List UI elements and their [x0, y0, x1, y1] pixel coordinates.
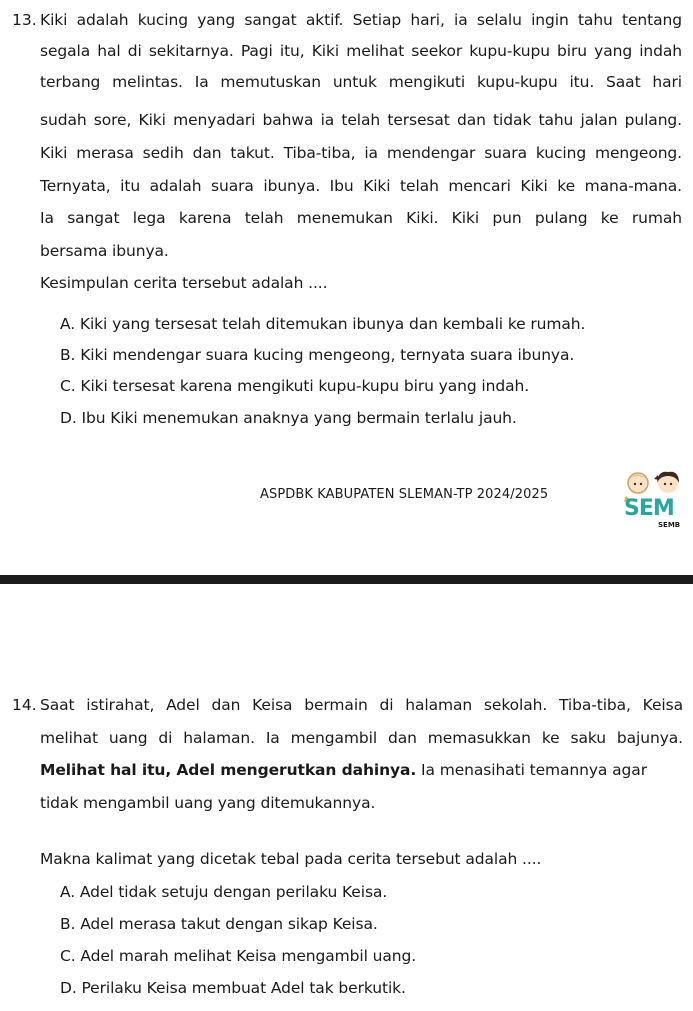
- q13-passage-line-5: Kiki merasa sedih dan takut. Tiba-tiba, ia mendengar suara kucing mengeong.: [40, 144, 682, 162]
- q13-option-b[interactable]: B. Kiki mendengar suara kucing mengeong, ternyata suara ibunya.: [60, 346, 575, 364]
- page-divider: [0, 575, 693, 584]
- q14-passage-line-4: tidak mengambil uang yang ditemukannya.: [40, 794, 376, 812]
- footer-text: ASPDBK KABUPATEN SLEMAN-TP 2024/2025: [260, 487, 549, 502]
- q14-passage-line-3-rest: Ia menasihati temannya agar: [416, 761, 647, 779]
- q13-passage-line-1: Kiki adalah kucing yang sangat aktif. Setiap hari, ia selalu ingin tahu tentang: [40, 11, 682, 29]
- q13-passage-line-4: sudah sore, Kiki menyadari bahwa ia telah tersesat dan tidak tahu jalan pulang.: [40, 111, 682, 129]
- q13-option-d[interactable]: D. Ibu Kiki menemukan anaknya yang bermain terlalu jauh.: [60, 409, 517, 427]
- q14-passage-line-1: Saat istirahat, Adel dan Keisa bermain di halaman sekolah. Tiba-tiba, Keisa: [40, 696, 683, 714]
- q14-option-d[interactable]: D. Perilaku Keisa membuat Adel tak berkutik.: [60, 979, 406, 997]
- logo-text: SEM: [624, 496, 674, 521]
- q13-passage-line-6: Ternyata, itu adalah suara ibunya. Ibu Kiki telah mencari Kiki ke mana-mana.: [40, 177, 682, 195]
- question-14-number: 14.: [12, 696, 37, 714]
- q13-passage-line-2: segala hal di sekitarnya. Pagi itu, Kiki melihat seekor kupu-kupu biru yang indah: [40, 42, 682, 60]
- q13-passage-line-8: bersama ibunya.: [40, 242, 169, 260]
- q13-passage-line-3: terbang melintas. Ia memutuskan untuk mengikuti kupu-kupu itu. Saat hari: [40, 73, 682, 91]
- q14-passage-line-3: [40, 760, 647, 780]
- sem-logo: [618, 470, 693, 530]
- q14-question: Makna kalimat yang dicetak tebal pada cerita tersebut adalah ....: [40, 850, 542, 868]
- q14-option-a[interactable]: A. Adel tidak setuju dengan perilaku Keisa.: [60, 883, 388, 901]
- q13-question: Kesimpulan cerita tersebut adalah ....: [40, 274, 328, 292]
- logo-subtext: SEMB: [658, 521, 681, 529]
- q13-option-c[interactable]: C. Kiki tersesat karena mengikuti kupu-kupu biru yang indah.: [60, 377, 530, 395]
- q14-option-b[interactable]: B. Adel merasa takut dengan sikap Keisa.: [60, 915, 378, 933]
- q14-passage-line-2: melihat uang di halaman. Ia mengambil dan memasukkan ke saku bajunya.: [40, 729, 683, 747]
- q13-option-a[interactable]: A. Kiki yang tersesat telah ditemukan ibunya dan kembali ke rumah.: [60, 315, 586, 333]
- q14-option-c[interactable]: C. Adel marah melihat Keisa mengambil uang.: [60, 947, 417, 965]
- q14-bold-sentence: Melihat hal itu, Adel mengerutkan dahinya.: [40, 761, 417, 779]
- question-13-number: 13.: [12, 11, 37, 29]
- q13-passage-line-7: Ia sangat lega karena telah menemukan Kiki. Kiki pun pulang ke rumah: [40, 209, 682, 227]
- page-bottom: [0, 584, 693, 1011]
